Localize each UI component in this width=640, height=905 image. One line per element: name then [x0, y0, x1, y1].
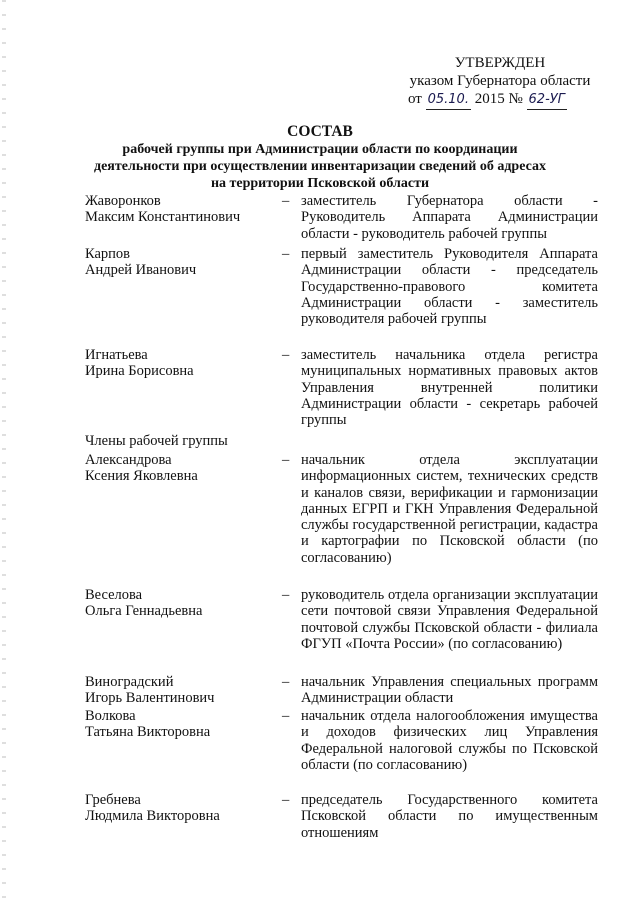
members-heading: Члены рабочей группы — [85, 433, 228, 449]
decree-label: указом Губернатора области — [409, 73, 591, 89]
member-role: начальник отдела эксплуатации информационных систем, технических средств и каналов связи, верификации и гармонизации данных ЕГРП и ГКН Управления Федеральной службы государственной регистрации, кадастра и картографии по Псковской области (по согласованию) — [301, 452, 598, 566]
dash: – — [282, 587, 290, 603]
handwritten-date: 05.10. — [426, 91, 471, 110]
member-role: руководитель отдела организации эксплуатации сети почтовой связи Управления Федеральной почтовой службы Псковской области - филиала ФГУП «Почта России» (по согласованию) — [301, 587, 598, 652]
year-and-number-label: 2015 № — [474, 91, 523, 107]
dash: – — [282, 792, 290, 808]
member-name: Гребнева Людмила Викторовна — [85, 792, 220, 825]
subtitle-line-2: деятельности при осуществлении инвентаризации сведений об адресах — [94, 159, 546, 174]
member-role: первый заместитель Руководителя Аппарата Администрации области - председатель Государственно-правового комитета Администрации области - заместитель руководителя рабочей группы — [301, 246, 598, 328]
member-name: Александрова Ксения Яковлевна — [85, 452, 198, 485]
subtitle-line-1: рабочей группы при Администрации области по координации — [122, 142, 518, 157]
document-subtitle — [0, 141, 640, 192]
dash: – — [282, 708, 290, 724]
document-title: СОСТАВ — [287, 123, 353, 140]
member-name: Волкова Татьяна Викторовна — [85, 708, 211, 741]
dash: – — [282, 674, 290, 690]
dash: – — [282, 193, 290, 209]
member-name: Жаворонков Максим Константинович — [85, 193, 241, 226]
member-name: Игнатьева Ирина Борисовна — [85, 347, 194, 380]
dash: – — [282, 347, 290, 363]
handwritten-number: 62-УГ — [527, 91, 567, 110]
member-role: председатель Государственного комитета Псковской области по имущественным отношениям — [301, 792, 598, 841]
member-name: Карпов Андрей Иванович — [85, 246, 197, 279]
dash: – — [282, 452, 290, 468]
member-name: Виноградский Игорь Валентинович — [85, 674, 215, 707]
approval-date-line — [408, 90, 567, 110]
member-role: начальник отдела налогообложения имущества и доходов физических лиц Управления Федеральной налоговой службы по Псковской области (по согласованию) — [301, 708, 598, 773]
date-prefix: от — [408, 91, 422, 107]
member-role: заместитель Губернатора области - Руководитель Аппарата Администрации области - руководитель рабочей группы — [301, 193, 598, 242]
member-role: начальник Управления специальных программ Администрации области — [301, 674, 598, 707]
approval-stamp — [400, 54, 600, 90]
member-name: Веселова Ольга Геннадьевна — [85, 587, 203, 620]
approved-label: УТВЕРЖДЕН — [454, 55, 546, 71]
member-role: заместитель начальника отдела регистра муниципальных нормативных правовых актов Управления внутренней политики Администрации области - секретарь рабочей группы — [301, 347, 598, 429]
subtitle-line-3: на территории Псковской области — [210, 176, 430, 191]
dash: – — [282, 246, 290, 262]
